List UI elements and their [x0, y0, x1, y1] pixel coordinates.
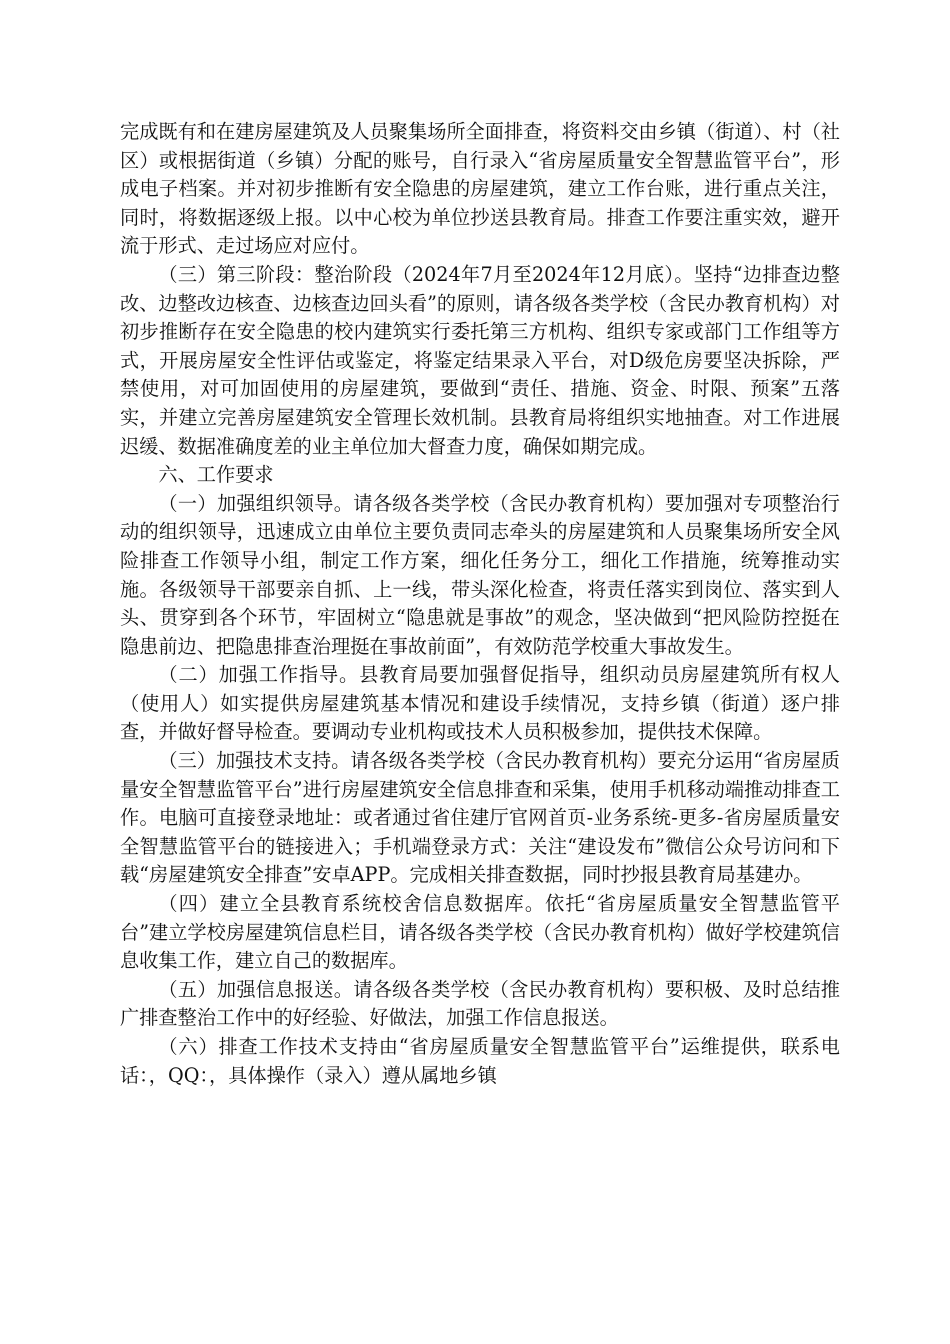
paragraph-requirement-3: （三）加强技术支持。请各级各类学校（含民办教育机构）要充分运用“省房屋质量安全智慧监管平台”进行房屋建筑安全信息排查和采集，使用手机移动端推动排查工作。电脑可直接登录地址：或者通过省住建厅官网首页-业务系统-更多-省房屋质量安全智慧监管平台的链接进入；手机端登录方式：关注“建设发布”微信公众号访问和下载“房屋建筑安全排查”安卓APP。完成相关排查数据，同时抄报县教育局基建办。: [120, 749, 840, 887]
paragraph-requirement-5: （五）加强信息报送。请各级各类学校（含民办教育机构）要积极、及时总结推广排查整治工作中的好经验、好做法，加强工作信息报送。: [120, 977, 840, 1030]
document-body: [120, 118, 840, 1090]
section-heading-requirements: 六、工作要求: [158, 463, 274, 487]
paragraph-continuation: 完成既有和在建房屋建筑及人员聚集场所全面排查，将资料交由乡镇（街道）、村（社区）或根据街道（乡镇）分配的账号，自行录入“省房屋质量安全智慧监管平台”，形成电子档案。并对初步推断有安全隐患的房屋建筑，建立工作台账，进行重点关注，同时，将数据逐级上报。以中心校为单位抄送县教育局。排查工作要注重实效，避开流于形式、走过场应对应付。: [120, 120, 840, 258]
paragraph-requirement-4: （四）建立全县教育系统校舍信息数据库。依托“省房屋质量安全智慧监管平台”建立学校房屋建筑信息栏目，请各级各类学校（含民办教育机构）做好学校建筑信息收集工作，建立自己的数据库。: [120, 892, 840, 973]
paragraph-requirement-6: （六）排查工作技术支持由“省房屋质量安全智慧监管平台”运维提供，联系电话：，QQ：，具体操作（录入）遵从属地乡镇: [120, 1035, 840, 1087]
paragraph-requirement-1: （一）加强组织领导。请各级各类学校（含民办教育机构）要加强对专项整治行动的组织领导，迅速成立由单位主要负责同志牵头的房屋建筑和人员聚集场所安全风险排查工作领导小组，制定工作方案，细化任务分工，细化工作措施，统筹推动实施。各级领导干部要亲自抓、上一线，带头深化检查，将责任落实到岗位、落实到人头、贯穿到各个环节，牢固树立“隐患就是事故”的观念，坚决做到“把风险防控挺在隐患前边、把隐患排查治理挺在事故前面”，有效防范学校重大事故发生。: [120, 491, 840, 658]
paragraph-requirement-2: （二）加强工作指导。县教育局要加强督促指导，组织动员房屋建筑所有权人（使用人）如实提供房屋建筑基本情况和建设手续情况，支持乡镇（街道）逐户排查，并做好督导检查。要调动专业机构或技术人员积极参加，提供技术保障。: [120, 663, 840, 744]
paragraph-stage-three: （三）第三阶段：整治阶段（2024年7月至2024年12月底）。坚持“边排查边整改、边整改边核查、边核查边回头看”的原则，请各级各类学校（含民办教育机构）对初步推断存在安全隐患的校内建筑实行委托第三方机构、组织专家或部门工作组等方式，开展房屋安全性评估或鉴定，将鉴定结果录入平台，对D级危房要坚决拆除，严禁使用，对可加固使用的房屋建筑，要做到“责任、措施、资金、时限、预案”五落实，并建立完善房屋建筑安全管理长效机制。县教育局将组织实地抽查。对工作进展迟缓、数据准确度差的业主单位加大督查力度，确保如期完成。: [120, 262, 840, 458]
